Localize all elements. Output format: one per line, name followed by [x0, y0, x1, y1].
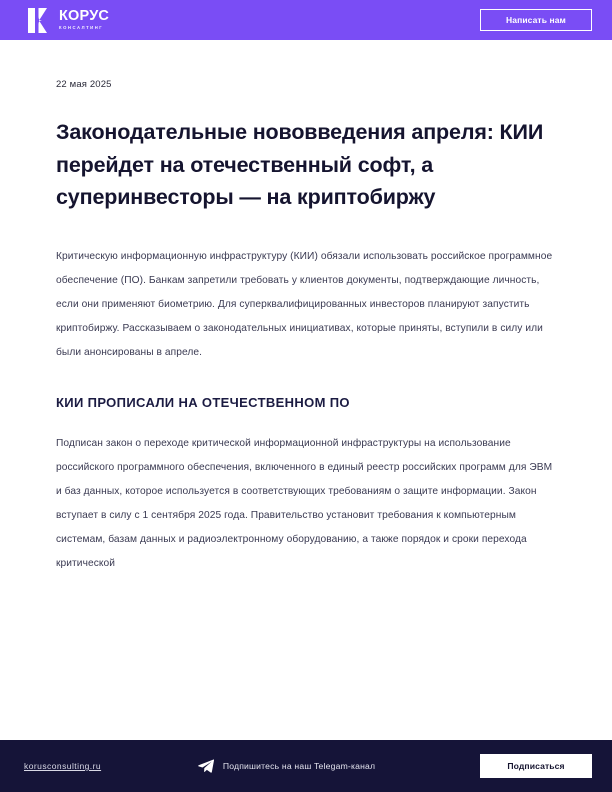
brand-name: КОРУС: [59, 8, 110, 25]
subscribe-button[interactable]: Подписаться: [480, 754, 592, 778]
brand-logo[interactable]: [28, 8, 109, 33]
article-lede: Критическую информационную инфраструктуру (КИИ) обязали использовать российское программное обеспечение (ПО). Банкам запретили требовать у клиентов документы, подтверждающие личность, если они применяют биометрию. Для суперквалифицированных инвесторов планируют запустить криптобиржу. Рассказываем о законодательных инициативах, которые приняты, вступили в силу или были анонсированы в апреле.: [56, 251, 553, 358]
telegram-promo-text: Подпишитесь на наш Telegam-канал: [222, 761, 376, 771]
article-date: 22 мая 2025: [56, 79, 112, 90]
telegram-promo: [101, 759, 472, 773]
article-body: [0, 40, 612, 740]
site-header: [0, 0, 612, 40]
section-body-0: Подписан закон о переходе критической информационной инфраструктуры на использование российского программного обеспечения, включенного в единый реестр российских программ для ЭВМ и баз данных, которое используется в соответствующих требованиям о защите информации. Закон вступает в силу с 1 сентября 2025 года. Правительство установит требования к компьютерным системам, базам данных и радиоэлектронному оборудованию, а также порядок и сроки перехода критической: [56, 437, 553, 569]
site-footer: [0, 740, 612, 792]
brand-wordmark: [59, 9, 109, 30]
section-heading-0: КИИ ПРОПИСАЛИ НА ОТЕЧЕСТВЕННОМ ПО: [56, 394, 350, 410]
contact-us-button[interactable]: Написать нам: [480, 9, 592, 31]
brand-subtitle: КОНСАЛТИНГ: [59, 25, 104, 31]
telegram-plane-icon: [198, 759, 214, 773]
footer-site-link[interactable]: korusconsulting.ru: [24, 761, 102, 771]
page-title: Законодательные нововведения апреля: КИИ перейдет на отечественный софт, а суперинвесторы — на криптобиржу: [56, 120, 544, 210]
korus-logo-mark-icon: [28, 8, 52, 33]
